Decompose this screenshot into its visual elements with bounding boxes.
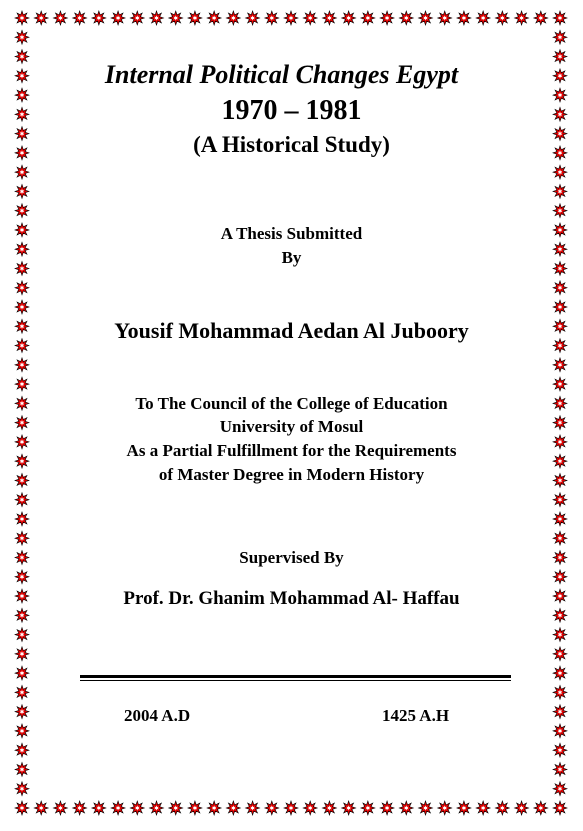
star-flower-icon <box>553 705 567 719</box>
star-flower-icon <box>553 724 567 738</box>
statement-line: As a Partial Fulfillment for the Requirements <box>126 441 457 460</box>
star-flower-icon <box>303 801 317 815</box>
star-flower-icon <box>15 647 29 661</box>
divider <box>80 680 511 681</box>
star-flower-icon <box>150 801 164 815</box>
thesis-years: 1970 – 1981 <box>221 95 362 126</box>
star-flower-icon <box>284 11 298 25</box>
star-flower-icon <box>130 801 144 815</box>
star-flower-icon <box>553 647 567 661</box>
star-flower-icon <box>15 705 29 719</box>
star-flower-icon <box>15 512 29 526</box>
star-flower-icon <box>553 570 567 584</box>
star-flower-icon <box>15 782 29 796</box>
star-flower-icon <box>150 11 164 25</box>
star-flower-icon <box>515 11 529 25</box>
star-flower-icon <box>553 281 567 295</box>
statement-line: To The Council of the College of Education <box>135 394 448 413</box>
star-flower-icon <box>73 11 87 25</box>
star-flower-icon <box>15 531 29 545</box>
star-flower-icon <box>553 493 567 507</box>
star-flower-icon <box>419 11 433 25</box>
thesis-submitted-label: A Thesis Submitted <box>220 224 363 243</box>
star-flower-icon <box>92 801 106 815</box>
star-flower-icon <box>15 743 29 757</box>
star-flower-icon <box>169 11 183 25</box>
star-flower-icon <box>553 762 567 776</box>
star-flower-icon <box>207 11 221 25</box>
star-flower-icon <box>553 512 567 526</box>
star-flower-icon <box>380 11 394 25</box>
star-flower-icon <box>342 801 356 815</box>
star-flower-icon <box>553 743 567 757</box>
star-flower-icon <box>15 801 29 815</box>
date-ad: 2004 A.D <box>124 706 191 725</box>
star-flower-icon <box>15 666 29 680</box>
star-flower-icon <box>73 801 87 815</box>
star-flower-icon <box>169 801 183 815</box>
star-flower-icon <box>399 11 413 25</box>
star-flower-icon <box>476 11 490 25</box>
star-flower-icon <box>15 358 29 372</box>
star-flower-icon <box>303 11 317 25</box>
star-flower-icon <box>553 184 567 198</box>
star-flower-icon <box>246 801 260 815</box>
star-flower-icon <box>15 724 29 738</box>
star-flower-icon <box>457 801 471 815</box>
star-flower-icon <box>265 801 279 815</box>
star-flower-icon <box>322 11 336 25</box>
star-flower-icon <box>15 281 29 295</box>
star-flower-icon <box>553 608 567 622</box>
star-flower-icon <box>553 165 567 179</box>
star-flower-icon <box>515 801 529 815</box>
star-flower-icon <box>553 204 567 218</box>
star-flower-icon <box>553 30 567 44</box>
star-flower-icon <box>553 300 567 314</box>
star-flower-icon <box>553 801 567 815</box>
star-flower-icon <box>188 11 202 25</box>
star-flower-icon <box>53 801 67 815</box>
star-flower-icon <box>553 782 567 796</box>
thesis-title: Internal Political Changes Egypt <box>104 60 459 89</box>
star-flower-icon <box>495 11 509 25</box>
star-flower-icon <box>342 11 356 25</box>
star-flower-icon <box>130 11 144 25</box>
by-label: By <box>281 248 302 267</box>
star-flower-icon <box>553 11 567 25</box>
star-flower-icon <box>361 801 375 815</box>
star-flower-icon <box>419 801 433 815</box>
star-flower-icon <box>15 11 29 25</box>
star-flower-icon <box>15 30 29 44</box>
star-flower-icon <box>361 11 375 25</box>
star-flower-icon <box>15 300 29 314</box>
star-flower-icon <box>438 801 452 815</box>
star-flower-icon <box>265 11 279 25</box>
star-flower-icon <box>34 11 48 25</box>
star-flower-icon <box>553 666 567 680</box>
star-flower-icon <box>15 204 29 218</box>
star-flower-icon <box>553 628 567 642</box>
star-flower-icon <box>15 608 29 622</box>
star-flower-icon <box>399 801 413 815</box>
star-flower-icon <box>534 801 548 815</box>
star-flower-icon <box>15 570 29 584</box>
star-flower-icon <box>111 801 125 815</box>
date-ah: 1425 A.H <box>382 706 450 725</box>
star-flower-icon <box>15 628 29 642</box>
star-flower-icon <box>15 165 29 179</box>
supervisor-name: Prof. Dr. Ghanim Mohammad Al- Haffau <box>123 588 460 609</box>
star-flower-icon <box>34 801 48 815</box>
star-flower-icon <box>15 493 29 507</box>
star-flower-icon <box>15 762 29 776</box>
star-flower-icon <box>246 11 260 25</box>
star-flower-icon <box>226 801 240 815</box>
star-flower-icon <box>53 11 67 25</box>
star-flower-icon <box>380 801 394 815</box>
divider <box>80 675 511 678</box>
star-flower-icon <box>438 11 452 25</box>
star-flower-icon <box>553 531 567 545</box>
star-flower-icon <box>495 801 509 815</box>
statement-line: of Master Degree in Modern History <box>158 465 425 484</box>
star-flower-icon <box>111 11 125 25</box>
star-flower-icon <box>226 11 240 25</box>
star-flower-icon <box>15 184 29 198</box>
star-flower-icon <box>15 377 29 391</box>
star-flower-icon <box>534 11 548 25</box>
supervised-by-label: Supervised By <box>239 548 344 567</box>
thesis-subtitle: (A Historical Study) <box>193 132 390 157</box>
star-flower-icon <box>92 11 106 25</box>
statement-line: University of Mosul <box>219 417 364 436</box>
star-flower-icon <box>322 801 336 815</box>
star-flower-icon <box>207 801 221 815</box>
star-flower-icon <box>553 685 567 699</box>
star-flower-icon <box>284 801 298 815</box>
star-flower-icon <box>457 11 471 25</box>
author-name: Yousif Mohammad Aedan Al Juboory <box>114 318 469 343</box>
star-flower-icon <box>15 685 29 699</box>
star-flower-icon <box>476 801 490 815</box>
star-flower-icon <box>553 377 567 391</box>
star-flower-icon <box>553 358 567 372</box>
star-flower-icon <box>188 801 202 815</box>
